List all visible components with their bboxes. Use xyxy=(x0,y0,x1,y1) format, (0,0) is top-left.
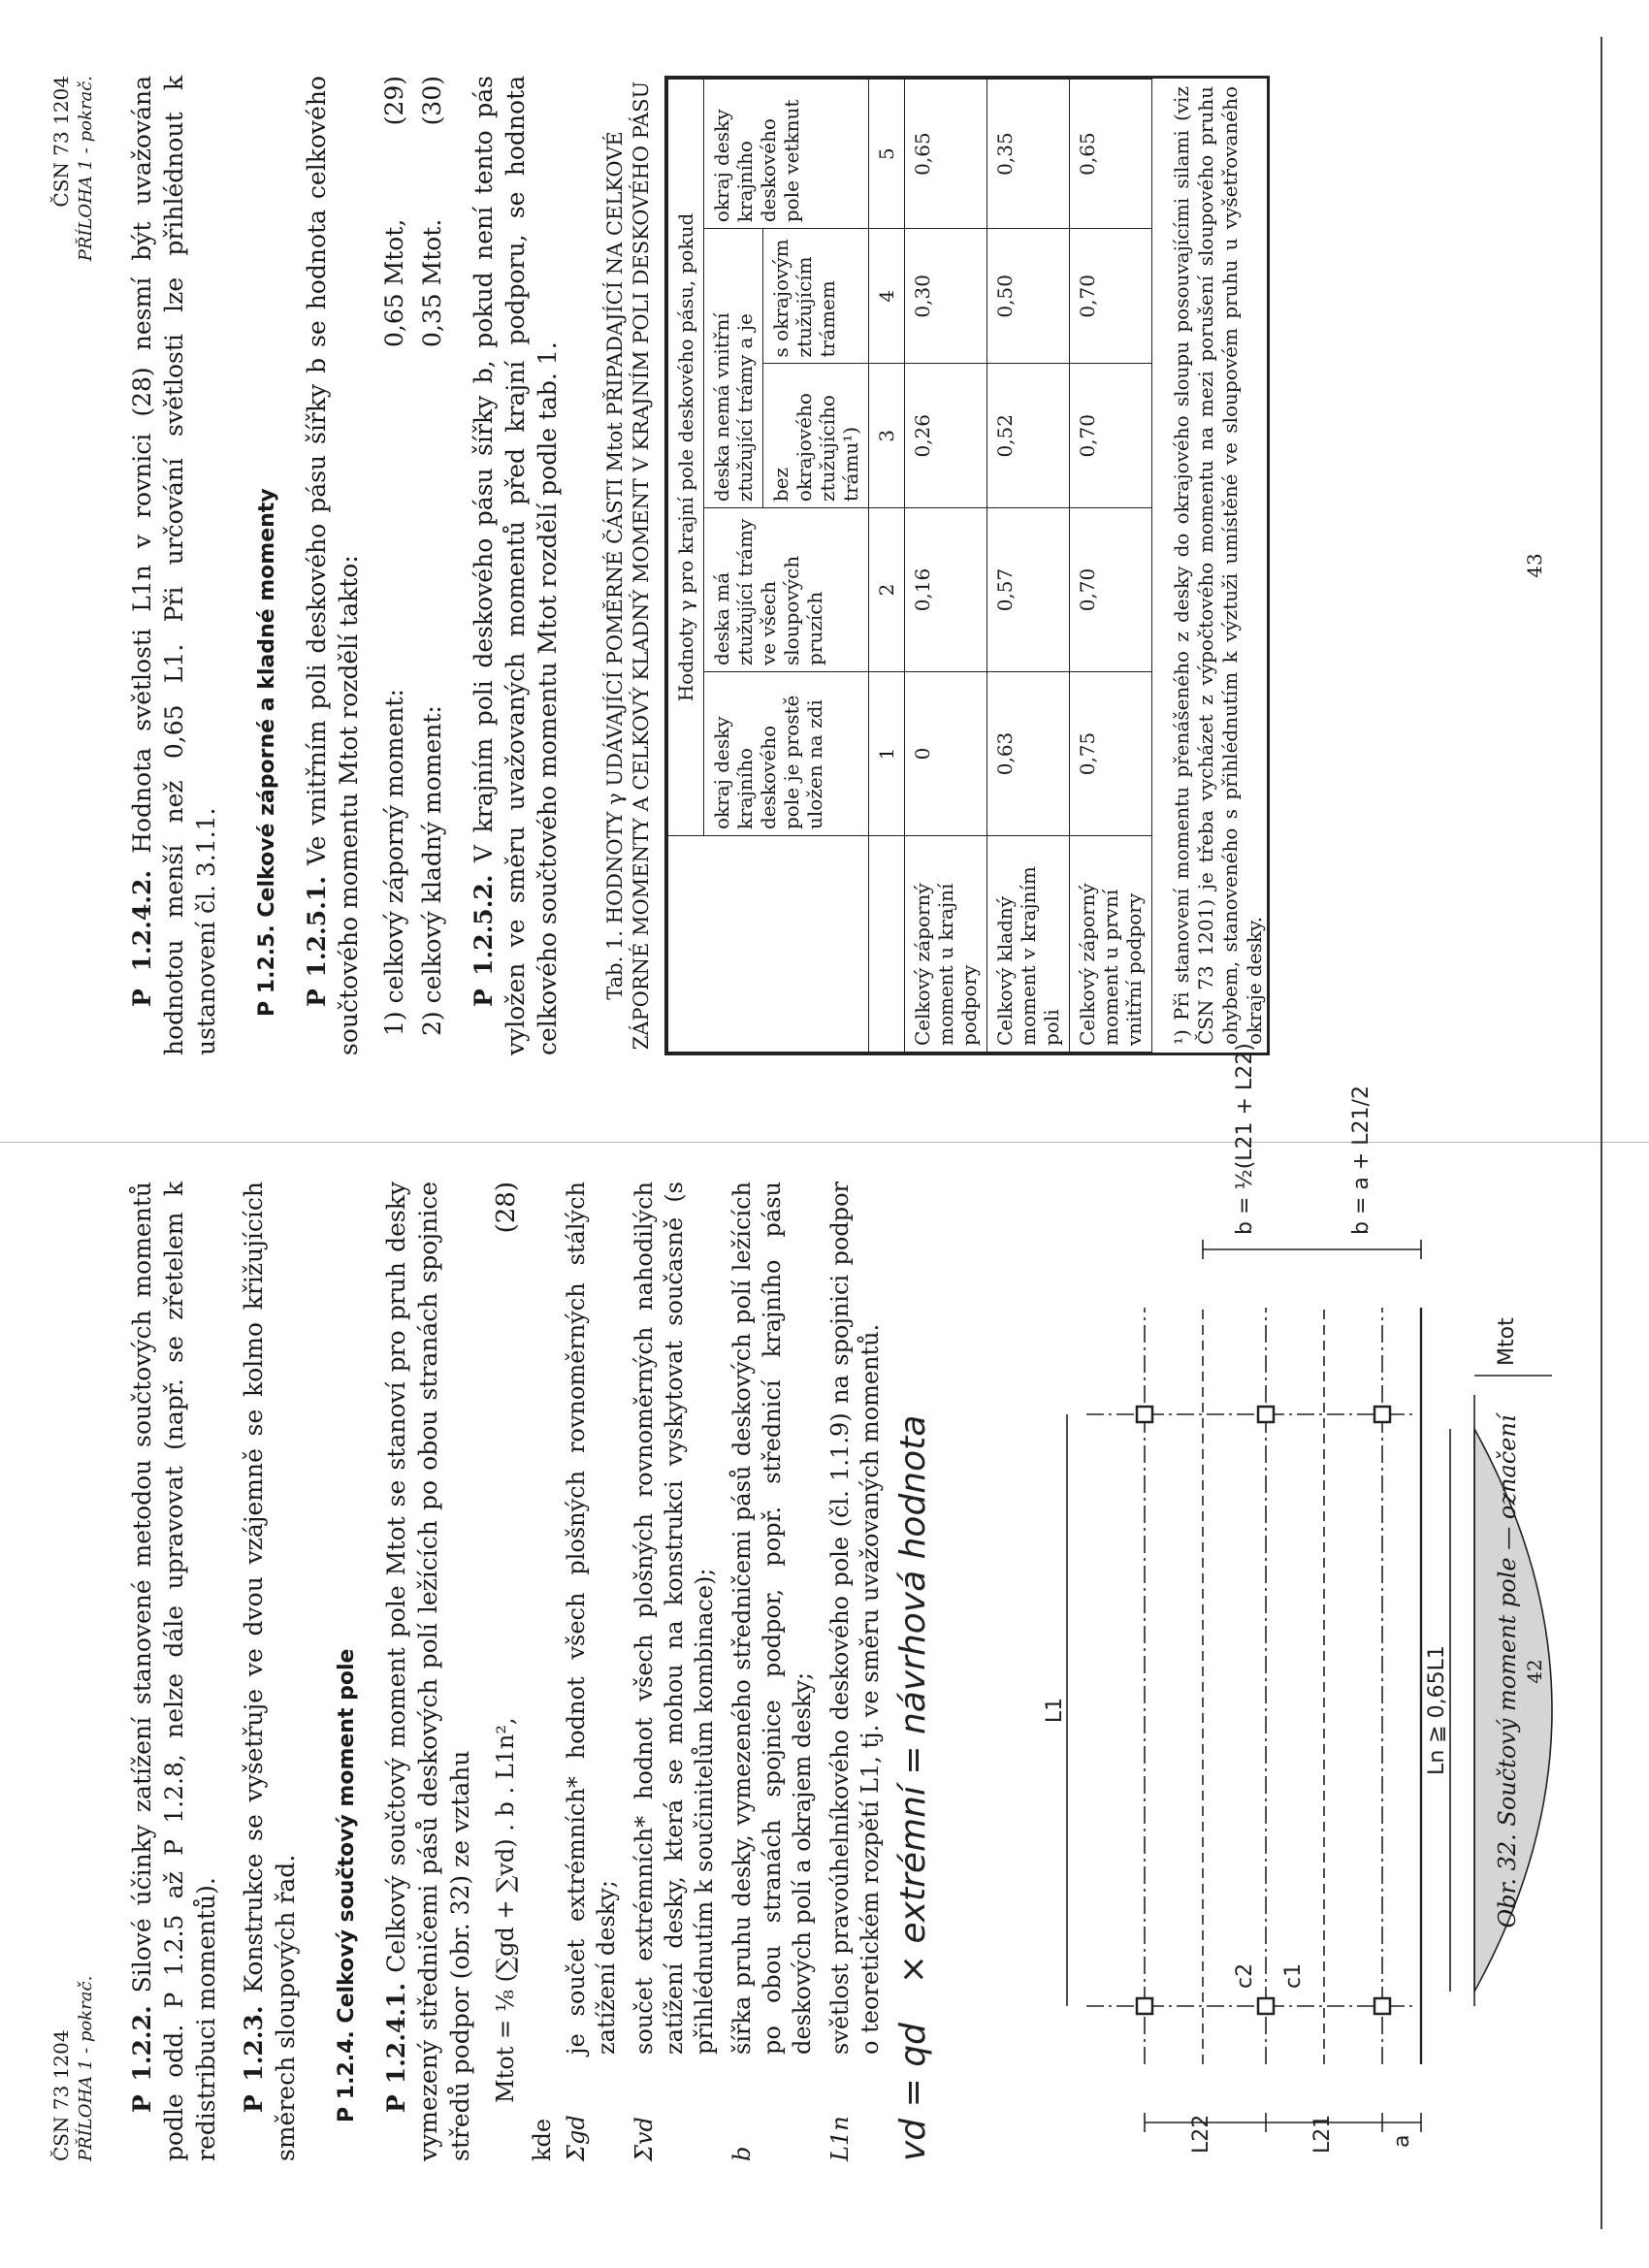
para-p1242 xyxy=(126,76,222,1055)
table-colnum: 4 xyxy=(869,229,905,364)
table-header-row xyxy=(668,80,704,1053)
table-row xyxy=(1070,80,1152,1053)
moment-item-label: 1) celkový záporný moment: xyxy=(380,689,408,1036)
para-number: P 1.2.2. xyxy=(128,2005,156,2113)
para-p1241 xyxy=(380,1182,476,2161)
definition-text: součet extrémních* hodnot všech plošných rovnoměrných nahodilých zatížení desky, která se mohou na konstrukci vyskytovat současně (s přihlédnutím k součinitelům kombinace); xyxy=(630,1182,718,2055)
page-42 xyxy=(48,1043,1546,2161)
table-col-head: bez okrajového ztužujícího trámu¹) xyxy=(763,364,869,508)
para-number: P 1.2.5.1. xyxy=(303,876,331,1007)
table-colnum: 1 xyxy=(869,671,905,835)
table-sub-header: deska nemá vnitřní ztužující trámy a je xyxy=(704,229,763,508)
gamma-table xyxy=(667,79,1152,1053)
page-fold-line xyxy=(0,1142,1649,1143)
formula-28 xyxy=(492,1182,521,2103)
para-text: V krajním poli deskového pásu šířky b, pokud není tento pás vyložen ve směru uvažovaných momentů před krajní podporu, se hodnota celkového součtového momentu Mtot rozdělí podle tab. 1. xyxy=(469,76,562,1055)
definition-item xyxy=(825,1182,886,2161)
handwritten-note-extremni: × extrémní = návrhová hodnota xyxy=(893,1414,933,1985)
para-p1252 xyxy=(468,76,564,1055)
table-colnum: 3 xyxy=(869,364,905,508)
label-b-formula-2: b = ½(L21 + L22) xyxy=(1233,1043,1257,1235)
table-cell: 0,63 xyxy=(987,671,1070,835)
right-text-flow xyxy=(126,76,1270,1055)
table-cell xyxy=(869,836,905,1053)
table-cell: 0,70 xyxy=(1070,364,1152,508)
definition-text: šířka pruhu desky, vymezeného středničemi pásů deskových polí ležících po obou stranách spojnice podpor, popř. střednicí krajního pásu deskových polí a okrajem desky; xyxy=(728,1182,816,2055)
para-number: P 1.2.5.2. xyxy=(469,874,498,1007)
para-p122 xyxy=(126,1182,222,2161)
para-number: P 1.2.4.2. xyxy=(128,869,156,1007)
definition-symbol: Σgd xyxy=(563,2115,590,2161)
column-square xyxy=(1137,1998,1152,2014)
table-cell: 0,50 xyxy=(987,229,1070,364)
para-number: P 1.2.4.1. xyxy=(382,1982,410,2113)
formula-number: (28) xyxy=(492,1182,521,1234)
para-text: Konstrukce se vyšetřuje ve dvou vzájemně se kolmo křižujících směrech sloupových řad. xyxy=(240,1182,300,2161)
header-code: ČSN 73 1204 xyxy=(49,2029,73,2161)
column-square xyxy=(1258,1407,1274,1422)
label-c2: c2 xyxy=(1233,1962,1257,1989)
figure-caption: Obr. 32. Součtový moment pole — označení xyxy=(1494,1414,1521,1928)
figure-32-diagram xyxy=(1043,1043,1519,2161)
para-text: Silové účinky zatížení stanovené metodou součtových momentů podle odd. P 1.2.5 až P 1.2.8, nelze dále upravovat (např. se zřetelem k redistribuci momentů). xyxy=(128,1182,220,2161)
table-cell: 0,70 xyxy=(1070,508,1152,672)
para-p1251 xyxy=(301,76,365,1055)
column-square xyxy=(1374,1407,1390,1422)
table-col-head: okraj desky krajního deskového pole je prostě uložen na zdi xyxy=(704,671,869,835)
definition-symbol: L1n xyxy=(826,2116,854,2161)
table-col-head: okraj desky krajního deskového pole vetknut xyxy=(704,80,869,229)
table-cell: 0,65 xyxy=(1070,80,1152,229)
header-code: ČSN 73 1204 xyxy=(49,76,73,208)
label-b-formula: b = a + L21/2 xyxy=(1349,1085,1374,1235)
table-corner-cell xyxy=(668,836,869,1053)
definition-item xyxy=(728,1182,818,2161)
definitions-list xyxy=(562,1182,886,2161)
table-row xyxy=(905,80,987,1053)
label-L21: L21 xyxy=(1310,2114,1335,2154)
table-colnum: 2 xyxy=(869,508,905,672)
column-square xyxy=(1137,1407,1152,1422)
left-text-flow xyxy=(126,1182,933,2161)
definition-item xyxy=(630,1182,720,2161)
table-colnum-row xyxy=(869,80,905,1053)
label-Mtot: Mtot xyxy=(1495,1317,1519,1366)
table-cell: 0,52 xyxy=(987,364,1070,508)
table-cell: 0,26 xyxy=(905,364,987,508)
table-title: Tab. 1. HODNOTY γ UDÁVAJÍCÍ POMĚRNÉ ČÁSTI Mtot PŘIPADAJÍCÍ NA CELKOVÉ ZÁPORNÉ MOMENTY A CELKOVÝ KLADNÝ MOMENT V KRAJNÍM POLI DESKOVÉHO PÁSU xyxy=(603,81,653,1051)
header-sub: PŘÍLOHA 1 - pokrač. xyxy=(76,76,96,262)
table-col-head: s okrajovým ztužujícím trámem xyxy=(763,229,869,364)
table-footnote: ¹) Při stanovení momentu přenášeného z desky do okrajového sloupu posouvajícími silami (viz ČSN 73 1201) je třeba vycházet z výpočtového momentu na mezi porušení sloupového pruhu ohybem, stanoveného s přihlédnutím k výztuži umístěné ve sloupovém pruhu u vyšetřovaného okraje desky. xyxy=(1170,86,1266,1045)
definition-symbol: b xyxy=(728,2146,756,2161)
table-row-label: Celkový záporný moment u první vnitřní podpory xyxy=(1070,836,1152,1053)
handwritten-notes xyxy=(893,1182,933,2161)
moment-item-eq: (29) xyxy=(380,76,408,126)
header-sub: PŘÍLOHA 1 - pokrač. xyxy=(76,1975,96,2161)
moment-item-eq: (30) xyxy=(418,76,446,126)
table-colnum: 5 xyxy=(869,80,905,229)
label-Ln: Ln ≧ 0,65L1 xyxy=(1425,1645,1449,1775)
label-c1: c1 xyxy=(1281,1962,1306,1989)
table-row-label: Celkový kladný moment v krajním poli xyxy=(987,836,1070,1053)
moment-item-value: 0,65 Mtot, xyxy=(380,218,408,347)
table-row xyxy=(987,80,1070,1053)
para-text: Ve vnitřním poli deskového pásu šířky b se hodnota celkového součtového momentu Mtot rozdělí takto: xyxy=(303,76,363,1055)
table-cell: 0,65 xyxy=(905,80,987,229)
label-a: a xyxy=(1390,2134,1414,2148)
handwritten-note-vd: vd = qd xyxy=(893,2023,933,2161)
para-number: P 1.2.3. xyxy=(240,2005,268,2113)
table-cell: 0,30 xyxy=(905,229,987,364)
para-text: Celkový součtový moment pole Mtot se stanoví pro pruh desky vymezený středničemi pásů deskových polí ležících po obou stranách spojnice středů podpor (obr. 32) ze vztahu xyxy=(382,1181,474,2161)
moment-item-value: 0,35 Mtot. xyxy=(418,218,446,347)
scan-edge-line xyxy=(1600,37,1602,2229)
table-cell: 0,16 xyxy=(905,508,987,672)
kde-label: kde xyxy=(529,2118,556,2161)
column-square xyxy=(1258,1998,1274,2014)
table-cell: 0,35 xyxy=(987,80,1070,229)
table-cell: 0 xyxy=(905,671,987,835)
page-number: 43 xyxy=(1523,553,1546,578)
para-p123 xyxy=(238,1182,302,2161)
section-heading-125: P 1.2.5. Celkové záporné a kladné momenty xyxy=(255,488,279,1017)
section-heading-124: P 1.2.4. Celkový součtový moment pole xyxy=(335,1648,359,2122)
page-header xyxy=(48,76,99,261)
definition-item xyxy=(562,1182,622,2161)
table-cell: 0,75 xyxy=(1070,671,1152,835)
page-header xyxy=(48,1976,99,2161)
table-frame xyxy=(664,76,1270,1055)
definition-symbol: Σvd xyxy=(630,2117,658,2161)
para-text: Hodnota světlosti L1n v rovnici (28) nesmí být uvažována hodnotou menší než 0,65 L1. Při určování světlosti lze přihlédnout k ustanovení čl. 3.1.1. xyxy=(128,76,220,1055)
table-cell: 0,57 xyxy=(987,508,1070,672)
formula-text: Mtot = ⅛ (∑gd + ∑vd) . b . L1n², xyxy=(492,1717,519,2103)
label-L22: L22 xyxy=(1189,2114,1213,2154)
column-square xyxy=(1374,1998,1390,2014)
definition-text: je součet extrémních* hodnot všech plošných rovnoměrných stálých zatížení desky; xyxy=(563,1182,620,2055)
page-43 xyxy=(48,76,1546,1055)
definition-text: světlost pravoúhelníkového deskového pole (čl. 1.1.9) na spojnici podpor o teoretickém rozpětí L1, tj. ve směru uvažovaných momentů. xyxy=(826,1182,884,2055)
page-number: 42 xyxy=(1523,1659,1546,1684)
label-L1: L1 xyxy=(1043,1697,1067,1724)
table-row-label: Celkový záporný moment u krajní podpory xyxy=(905,836,987,1053)
table-cell: 0,70 xyxy=(1070,229,1152,364)
moment-item xyxy=(418,76,446,1036)
moment-item xyxy=(380,76,408,1036)
table-col-head: deska má ztužující trámy ve všech sloupových pruzích xyxy=(704,508,869,672)
moment-item-label: 2) celkový kladný moment: xyxy=(418,705,446,1036)
table-top-header: Hodnoty γ pro krajní pole deskového pásu, pokud xyxy=(668,80,704,836)
